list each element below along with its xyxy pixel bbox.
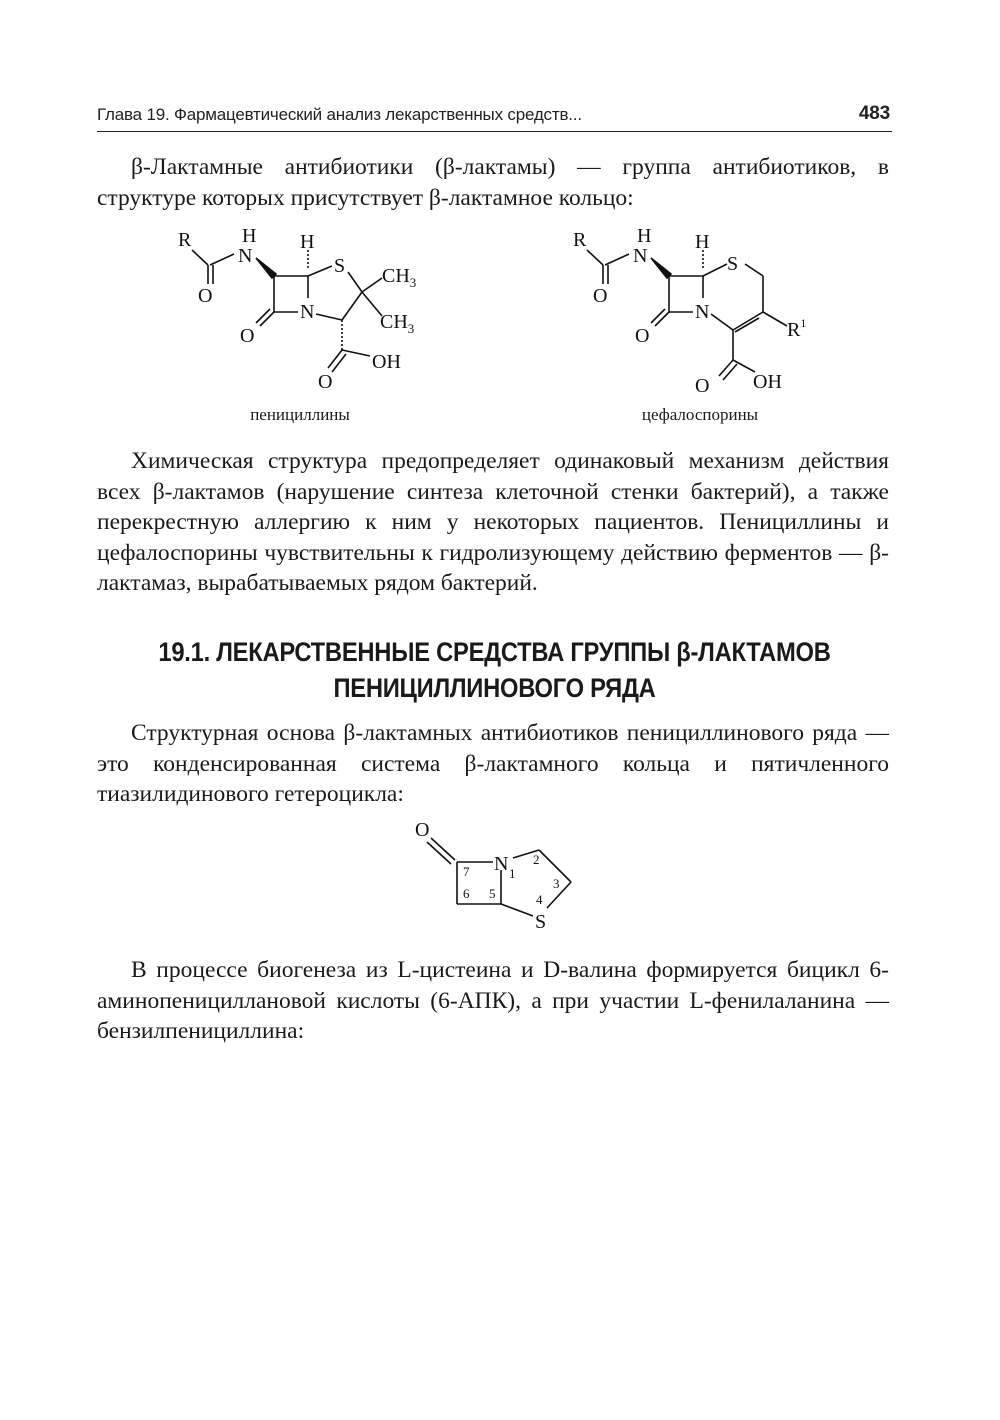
cephalosporin-structure [565,220,825,405]
penicillin-ch3-b: $CH_3$ [380,311,415,336]
core-s: S [535,911,547,933]
penicillin-o-amide: O [198,285,213,307]
core-o: O [415,819,430,841]
penicillin-o-lactam: O [240,325,255,347]
cephalosporin-r: R [573,229,587,251]
cephalosporin-o-amide: O [593,285,608,307]
core-num-6: 6 [463,886,470,901]
core-num-7: 7 [463,864,470,879]
penicillin-ch3-a: $CH_3$ [382,265,417,290]
penicillin-r: R [178,229,192,251]
bicyclic-core-structure [405,812,595,942]
penicillin-h-ring: H [300,231,315,253]
penicillin-h-top: H [242,225,257,247]
penicillin-caption: пенициллины [250,405,350,424]
cephalosporin-oh: OH [753,371,782,393]
penicillin-structure [170,220,440,405]
cephalosporin-h-top: H [637,225,652,247]
core-num-1: 1 [509,866,516,881]
cephalosporin-s: S [727,253,739,275]
section-heading-line2: ПЕНИЦИЛЛИНОВОГО РЯДА [333,673,656,703]
biogenesis-paragraph: В процессе биогенеза из L-цистеина и D-валина формируется бицикл 6-аминопенициллановой кислоты (6-АПК), а при участии L-фенилаланина — бензилпенициллина: [97,957,889,1044]
cephalosporin-o-lactam: O [635,325,650,347]
core-num-2: 2 [533,852,540,867]
section-heading-line1: 19.1. ЛЕКАРСТВЕННЫЕ СРЕДСТВА ГРУППЫ β-ЛАКТАМОВ [158,637,831,667]
penicillin-n-amide: N [238,245,253,267]
penicillin-oh: OH [372,351,401,373]
chapter-title: Глава 19. Фармацевтический анализ лекарственных средств... [97,105,582,124]
core-n: N [494,853,509,875]
penicillin-n-ring: N [300,301,315,323]
cephalosporin-o-acid: O [695,375,710,397]
core-num-3: 3 [553,876,560,891]
core-num-5: 5 [489,886,496,901]
section-heading [145,634,845,706]
mechanism-paragraph: Химическая структура предопределяет одинаковый механизм действия всех β-лактамов (нарушение синтеза клеточной стенки бактерий), а также перекрестную аллергию к ним у некоторых пациентов. Пенициллины и цефалоспорины чувствительны к гидролизующему действию ферментов — β-лактамаз, вырабатываемых рядом бактерий. [97,448,889,596]
intro-paragraph: β-Лактамные антибиотики (β-лактамы) — группа антибиотиков, в структуре которых присутствует β-лактамное кольцо: [97,154,889,211]
cephalosporin-r1: $R^1$ [787,316,807,341]
structural-basis-paragraph: Структурная основа β-лактамных антибиотиков пенициллинового ряда — это конденсированная система β-лактамного кольца и пятичленного тиазилидинового гетероцикла: [97,720,889,807]
cephalosporin-caption: цефалоспорины [641,405,759,424]
cephalosporin-n-amide: N [633,245,648,267]
running-header [97,103,892,132]
cephalosporin-n-ring: N [695,301,710,323]
penicillin-o-acid: O [318,371,333,393]
cephalosporin-h-ring: H [695,231,710,253]
core-num-4: 4 [536,892,543,907]
penicillin-s: S [334,255,346,277]
page-number: 483 [858,103,890,124]
